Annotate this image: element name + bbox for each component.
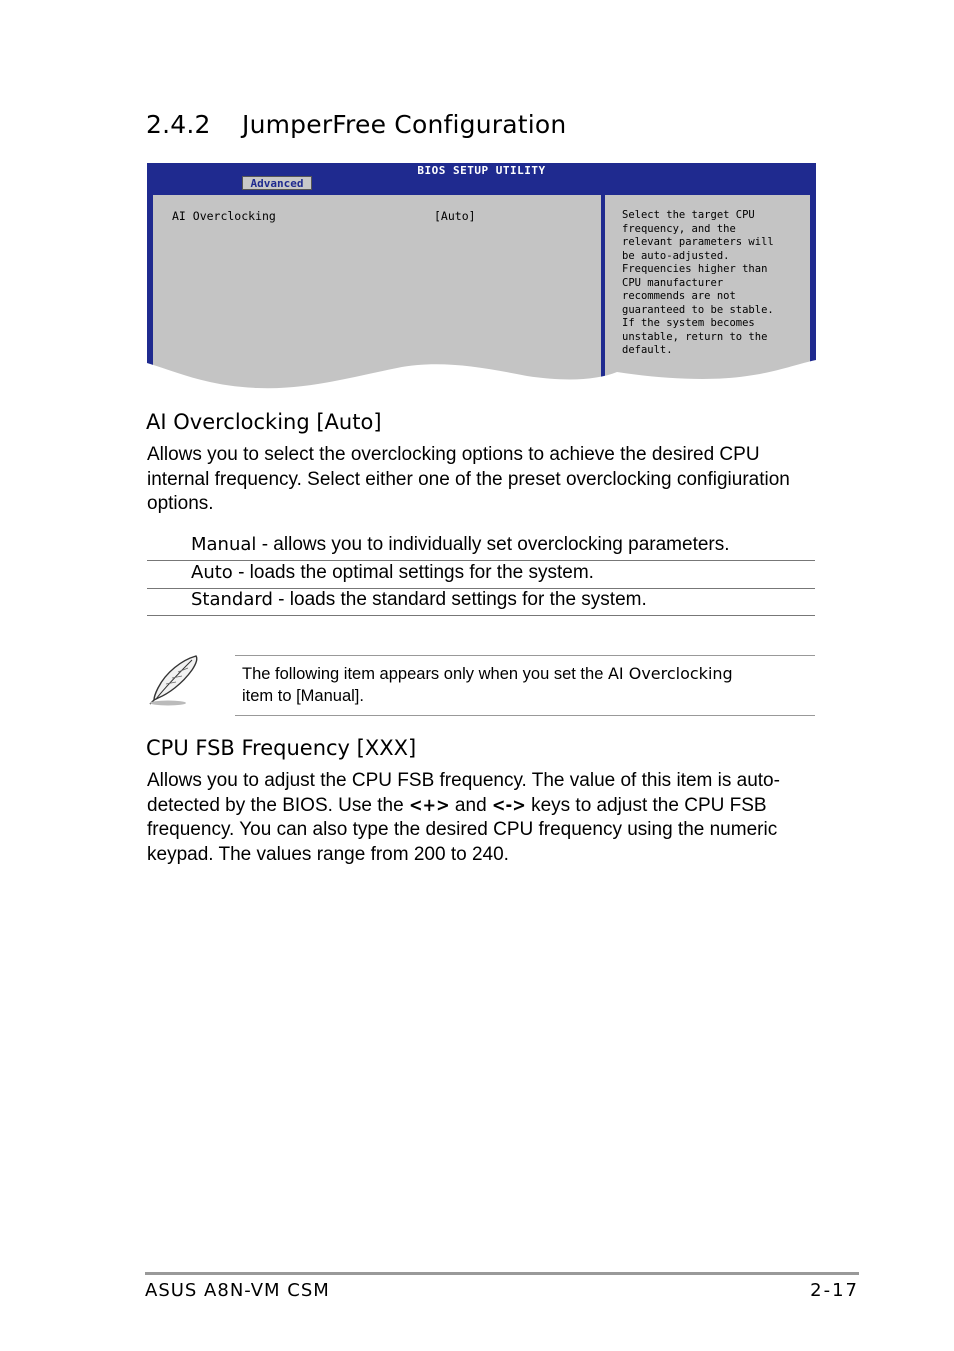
option-term: Standard xyxy=(191,589,273,610)
note-box xyxy=(235,655,815,716)
cpu-fsb-desc-part1: Allows you to adjust the CPU FSB frequency. The value of this item is auto-detected by the BIOS. Use the xyxy=(147,770,780,816)
option-desc: - loads the standard settings for the system. xyxy=(272,589,647,610)
bios-title: BIOS SETUP UTILITY xyxy=(417,164,546,177)
option-term: Manual xyxy=(191,534,257,555)
bios-item-value[interactable]: [Auto] xyxy=(434,209,476,223)
bios-screenshot xyxy=(147,163,816,393)
option-desc: - allows you to individually set overclocking parameters. xyxy=(256,534,730,555)
key-plus: <+> xyxy=(408,794,450,816)
cpu-fsb-desc-and: and xyxy=(449,794,492,816)
key-minus: <-> xyxy=(491,794,526,816)
option-row-auto xyxy=(147,561,815,589)
cpu-fsb-desc-part2: keys to adjust the CPU FSB frequency. You can also type the desired CPU frequency using the numeric keypad. The values range from 200 to 240. xyxy=(147,794,778,865)
cpu-fsb-heading: CPU FSB Frequency [XXX] xyxy=(146,736,417,760)
note-term: AI Overclocking xyxy=(607,664,733,683)
section-title-text: JumperFree Configuration xyxy=(242,110,567,139)
bios-help-text: Select the target CPU frequency, and the relevant parameters will be auto-adjusted. Frequencies higher than CPU manufacturer recommends are not guaranteed to be stable. If the system becomes unstable, return to the default. xyxy=(622,209,774,356)
footer-page-number: 2-17 xyxy=(810,1280,859,1301)
option-row-manual xyxy=(147,533,815,561)
feather-pen-icon xyxy=(146,654,202,708)
option-term: Auto xyxy=(191,562,233,583)
bios-item-label[interactable]: AI Overclocking xyxy=(172,209,276,223)
option-desc: - loads the optimal settings for the system. xyxy=(232,562,594,583)
ai-overclocking-heading: AI Overclocking [Auto] xyxy=(146,410,382,434)
cpu-fsb-description xyxy=(147,769,817,867)
footer-rule xyxy=(145,1272,859,1275)
section-title xyxy=(146,110,566,139)
footer-product: ASUS A8N-VM CSM xyxy=(145,1280,330,1301)
note-text-before: The following item appears only when you set the xyxy=(242,665,608,683)
note-text-after: item to [Manual]. xyxy=(242,687,364,705)
ai-overclocking-description: Allows you to select the overclocking options to achieve the desired CPU internal frequency. Select either one of the preset overclocking configiuration options. xyxy=(147,444,790,514)
torn-edge xyxy=(147,358,816,398)
bios-tab-advanced[interactable]: Advanced xyxy=(242,176,312,190)
note-text xyxy=(242,663,812,707)
section-number: 2.4.2 xyxy=(146,110,211,139)
option-row-standard xyxy=(147,588,815,616)
